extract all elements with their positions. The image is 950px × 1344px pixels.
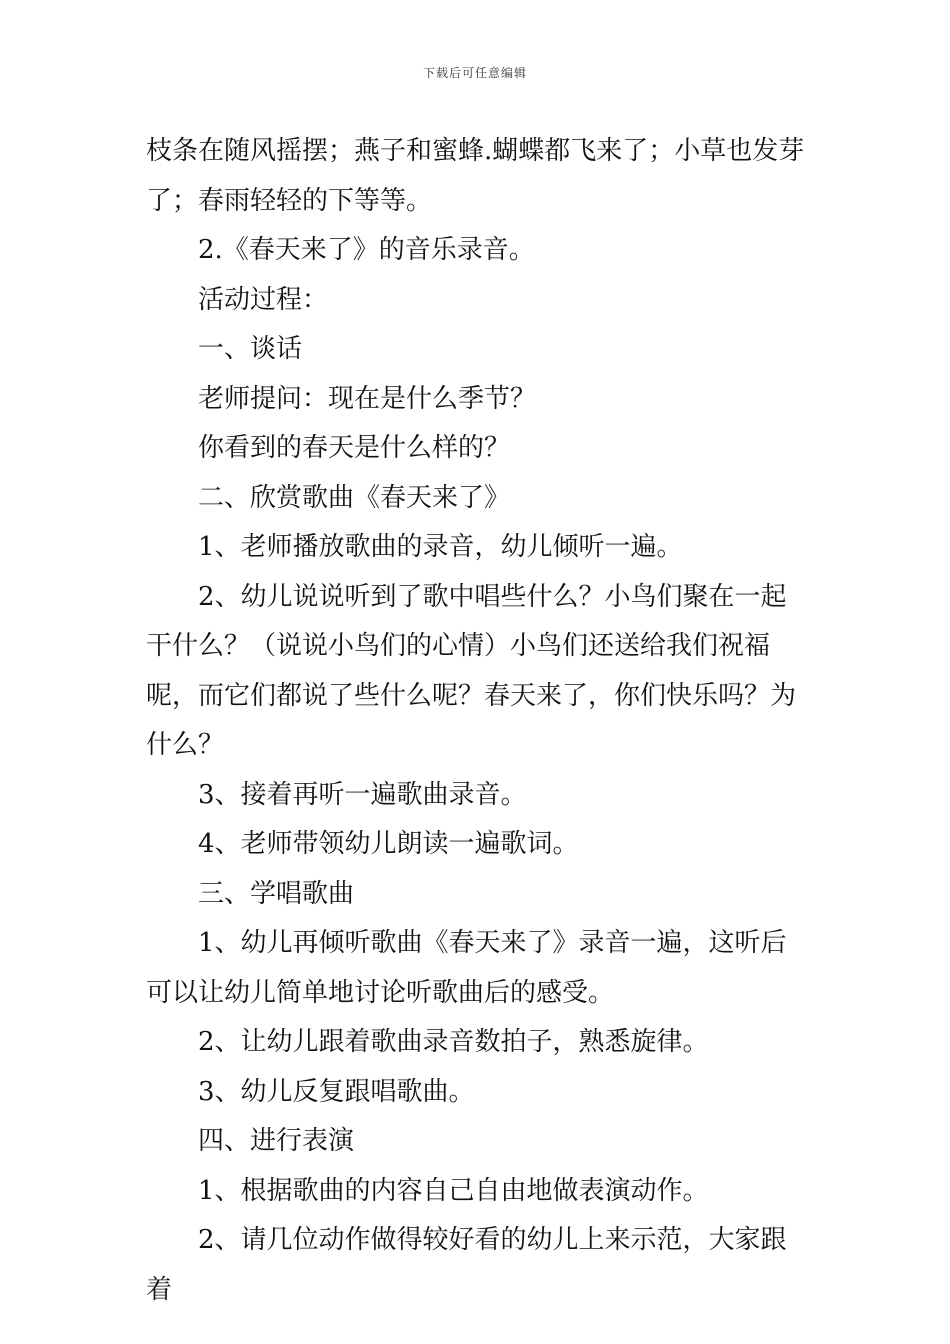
document-body [146,127,808,1315]
page-header: 下载后可任意编辑 [422,66,527,80]
section-label: 活动过程： [198,284,329,315]
list-item: 3、幼儿反复跟唱歌曲。 [198,1076,475,1107]
paragraph: 2.《春天来了》的音乐录音。 [198,235,535,265]
paragraph: 老师提问：现在是什么季节？ [198,383,537,414]
section-heading: 二、欣赏歌曲《春天来了》 [198,482,511,513]
paragraph: 枝条在随风摇摆；燕子和蜜蜂.蝴蝶都飞来了；小草也发芽了；春雨轻轻的下等等。 [146,136,805,216]
section-heading: 三、学唱歌曲 [198,878,355,909]
section-heading: 一、谈话 [198,334,303,364]
paragraph: 你看到的春天是什么样的？ [198,433,511,463]
list-item: 2、请几位动作做得较好看的幼儿上来示范，大家跟着 [146,1225,787,1305]
list-item: 2、幼儿说说听到了歌中唱些什么？小鸟们聚在一起干什么？（说说小鸟们的心情）小鸟们还送给我们祝福呢，而它们都说了些什么呢？春天来了，你们快乐吗？为什么？ [146,581,797,760]
list-item: 4、老师带领幼儿朗读一遍歌词。 [198,829,579,859]
list-item: 1、幼儿再倾听歌曲《春天来了》录音一遍，这听后可以让幼儿简单地讨论听歌曲后的感受。 [146,928,787,1008]
section-heading: 四、进行表演 [198,1126,355,1156]
list-item: 3、接着再听一遍歌曲录音。 [198,779,527,810]
list-item: 1、根据歌曲的内容自己自由地做表演动作。 [198,1175,709,1206]
list-item: 2、让幼儿跟着歌曲录音数拍子，熟悉旋律。 [198,1027,709,1057]
list-item: 1、老师播放歌曲的录音，幼儿倾听一遍。 [198,532,683,562]
